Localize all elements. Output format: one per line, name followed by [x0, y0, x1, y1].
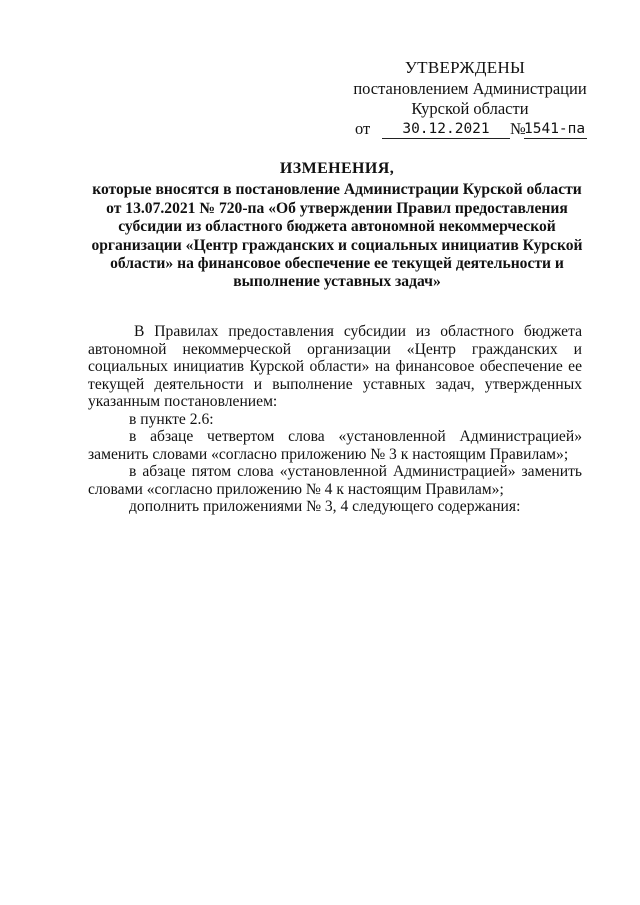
approval-heading: УТВЕРЖДЕНЫ	[404, 58, 526, 77]
title-line: организации «Центр гражданских и социальных инициатив Курской	[91, 236, 583, 254]
title-line: от 13.07.2021 № 720-па «Об утверждении Правил предоставления	[106, 199, 568, 217]
body-paragraph-intro: В Правилах предоставления субсидии из областного бюджета автономной некоммерческой организации «Центр гражданских и социальных инициатив Курской области» на финансовое обеспечение ее текущей деятельности и выполнение уставных задач, утвержденных указанным постановлением:	[88, 323, 582, 410]
date-prefix: от	[355, 119, 371, 138]
approval-date: 30.12.2021	[382, 119, 510, 139]
approval-stamp	[340, 58, 590, 139]
title-line: субсидии из областного бюджета автономной некоммерческой	[118, 218, 556, 236]
title-heading: ИЗМЕНЕНИЯ,	[279, 160, 395, 177]
body-paragraph-supplement: дополнить приложениями № 3, 4 следующего содержания:	[129, 498, 521, 515]
title-line: выполнение уставных задач»	[233, 273, 441, 291]
approval-line-1: постановлением Администрации	[353, 79, 587, 98]
body-paragraph-change-4: в абзаце четвертом слова «установленной Администрацией» заменить словами «согласно приложению № 3 к настоящим Правилам»;	[88, 428, 582, 463]
document-title	[86, 160, 588, 292]
approval-date-line	[340, 119, 590, 139]
title-line: области» на финансовое обеспечение ее текущей деятельности и	[110, 255, 564, 273]
body-paragraph-change-5: в абзаце пятом слова «установленной Администрацией» заменить словами «согласно приложению № 4 к настоящим Правилам»;	[88, 463, 582, 498]
approval-number: 1541-па	[524, 121, 586, 137]
body-paragraph-item: в пункте 2.6:	[129, 410, 214, 428]
document-body	[88, 323, 582, 516]
title-line: которые вносятся в постановление Администрации Курской области	[92, 181, 582, 199]
number-prefix: №	[510, 119, 526, 138]
approval-line-2: Курской области	[411, 99, 529, 118]
